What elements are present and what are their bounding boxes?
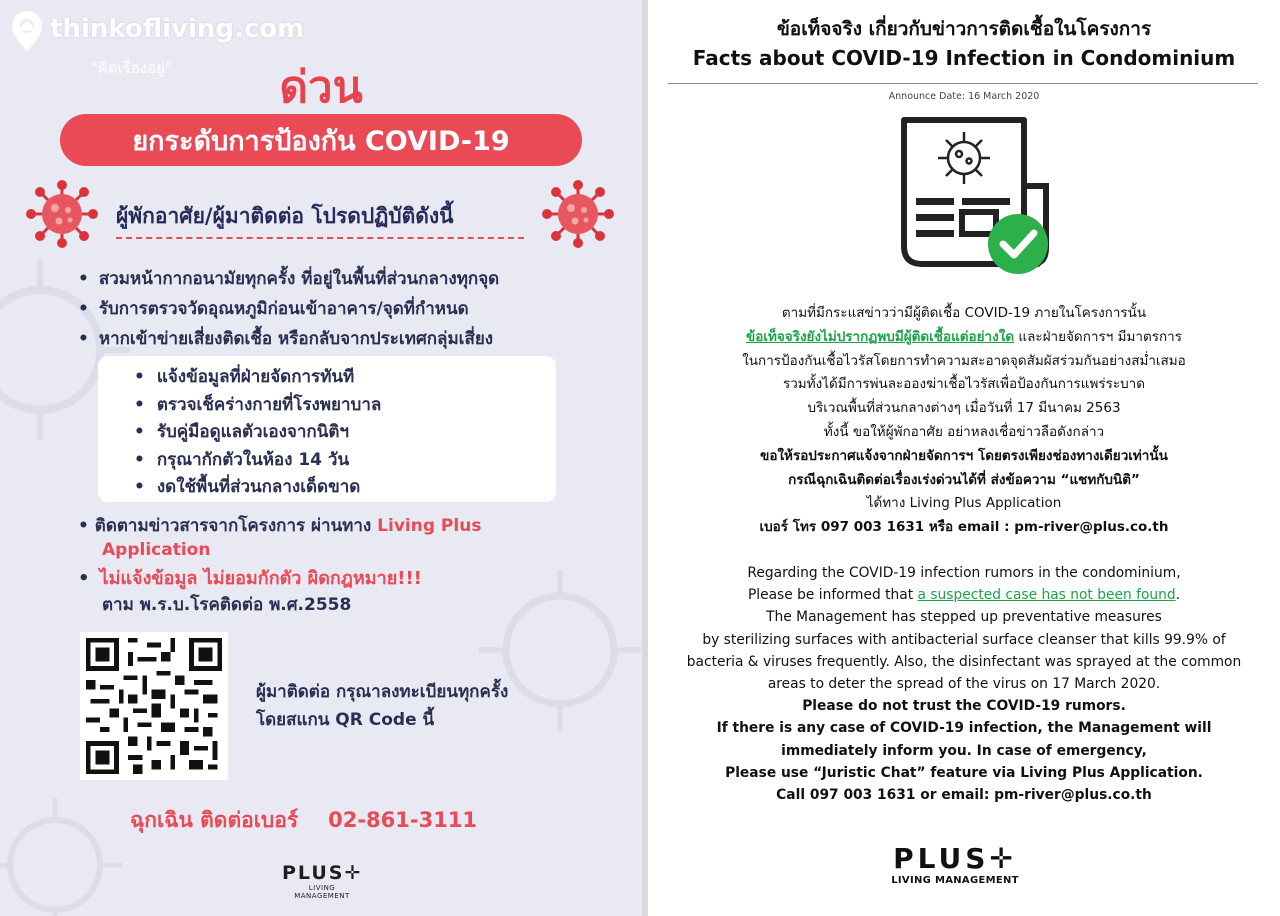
- follow-news-item: • ติดตามข่าวสารจากโครงการ ผ่านทาง Living Plus Application: [78, 514, 558, 562]
- newspaper-icon: [900, 116, 1052, 280]
- thai-statement: [648, 302, 1280, 540]
- urgent-title: ด่วน: [279, 62, 363, 113]
- english-line: areas to deter the spread of the virus on 17 March 2020.: [767, 676, 1161, 693]
- follow-prefix: ติดตามข่าวสารจากโครงการ ผ่านทาง: [94, 516, 372, 536]
- list-item: • รับการตรวจวัดอุณหภูมิก่อนเข้าอาคาร/จุดที่กำหนด: [78, 294, 598, 324]
- virus-icon: [542, 180, 614, 248]
- emergency-contact: [130, 804, 477, 837]
- notice-title-thai: ข้อเท็จจริง เกี่ยวกับข่าวการติดเชื้อในโครงการ: [776, 18, 1152, 40]
- law-reference: ตาม พ.ร.บ.โรคติดต่อ พ.ศ.2558: [102, 595, 352, 615]
- location-pin-icon: [10, 10, 44, 52]
- instruction-list: [78, 264, 598, 354]
- qr-line-1: ผู้มาติดต่อ กรุณาลงทะเบียนทุกครั้ง: [256, 682, 509, 702]
- warning-text: • ไม่แจ้งข้อมูล ไม่ยอมกักตัว ผิดกฎหมาย!!!: [78, 566, 598, 592]
- brand-name: PLUS✛: [893, 842, 1017, 875]
- english-fact-highlight: a suspected case has not been found: [917, 587, 1176, 604]
- follow-app-name: Living Plus: [377, 516, 482, 536]
- qr-code-icon: [86, 638, 222, 774]
- english-line: [648, 584, 1280, 606]
- list-item: • สวมหน้ากากอนามัยทุกครั้ง ที่อยู่ในพื้นที่ส่วนกลางทุกจุด: [78, 264, 598, 294]
- qr-instructions: [256, 678, 508, 734]
- thai-line: ทั้งนี้ ขอให้ผู้พักอาศัย อย่าหลงเชื่อข่าวลือดังกล่าว: [823, 423, 1105, 440]
- brand-logo: [282, 862, 362, 900]
- dashed-divider: [116, 237, 524, 239]
- background-virus-icon: [0, 790, 130, 916]
- brand-logo: [880, 842, 1030, 886]
- thai-line: [648, 326, 1280, 350]
- list-item: • แจ้งข้อมูลที่ฝ่ายจัดการทันที: [134, 364, 556, 392]
- thai-fact-highlight: ข้อเท็จจริงยังไม่ปรากฏพบมีผู้ติดเชื้อแต่อย่างใด: [746, 328, 1015, 345]
- english-line: Please use “Juristic Chat” feature via Living Plus Application.: [725, 764, 1203, 781]
- notice-title-english: Facts about COVID-19 Infection in Condominium: [692, 46, 1236, 70]
- instructions-subhead: ผู้พักอาศัย/ผู้มาติดต่อ โปรดปฏิบัติดังนี้: [116, 204, 454, 228]
- english-line-post: .: [1175, 587, 1181, 604]
- thai-line: ตามที่มีกระแสข่าวว่ามีผู้ติดเชื้อ COVID-19 ภายในโครงการนั้น: [781, 305, 1147, 321]
- brand-sub: LIVING MANAGEMENT: [891, 875, 1019, 886]
- english-statement: [648, 562, 1280, 806]
- list-item: • รับคู่มือดูแลตัวเองจากนิติฯ: [134, 419, 556, 447]
- check-badge-icon: [988, 214, 1048, 274]
- thai-line: รวมทั้งได้มีการพ่นละอองฆ่าเชื้อไวรัสเพื่อป้องกันการแพร่ระบาด: [782, 376, 1146, 393]
- risk-actions-box: [98, 356, 556, 502]
- virus-icon: [26, 180, 98, 248]
- brand-sub: LIVING MANAGEMENT: [294, 884, 350, 900]
- registration-qr-code[interactable]: [80, 632, 228, 780]
- thai-line: บริเวณพื้นที่ส่วนกลางต่างๆ เมื่อวันที่ 17 มีนาคม 2563: [807, 400, 1121, 417]
- announce-date: Announce Date: 16 March 2020: [888, 91, 1040, 102]
- emergency-number[interactable]: 02-861-3111: [328, 808, 478, 832]
- english-line: bacteria & viruses frequently. Also, the disinfectant was sprayed at the common: [686, 653, 1242, 670]
- english-line: by sterilizing surfaces with antibacterial surface cleanser that kills 99.9% of: [702, 631, 1226, 648]
- english-line-pre: Please be informed that: [747, 587, 918, 604]
- list-item: • งดใช้พื้นที่ส่วนกลางเด็ดขาด: [134, 474, 556, 502]
- brand-name: PLUS✛: [282, 862, 363, 884]
- english-line: Please do not trust the COVID-19 rumors.: [802, 698, 1126, 715]
- english-contact-line: Call 097 003 1631 or email: pm-river@plus.co.th: [776, 787, 1152, 804]
- english-line: Regarding the COVID-19 infection rumors in the condominium,: [747, 565, 1181, 581]
- list-item: • หากเข้าข่ายเสี่ยงติดเชื้อ หรือกลับจากประเทศกลุ่มเสี่ยง: [78, 324, 598, 354]
- list-item: • ตรวจเช็คร่างกายที่โรงพยาบาล: [134, 392, 556, 420]
- thai-line: ในการป้องกันเชื้อไวรัสโดยการทำความสะอาดจุดสัมผัสร่วมกันอย่างสม่ำเสมอ: [742, 352, 1186, 369]
- title-rule: [668, 83, 1258, 84]
- english-line: immediately inform you. In case of emergency,: [781, 742, 1147, 759]
- watermark-tagline: “คิดเรื่องอยู่”: [90, 59, 173, 77]
- english-line: The Management has stepped up preventative measures: [766, 609, 1162, 626]
- thai-line-rest: และฝ่ายจัดการฯ มีมาตรการ: [1014, 328, 1182, 345]
- right-notice: [648, 0, 1280, 916]
- emergency-label: ฉุกเฉิน ติดต่อเบอร์: [130, 808, 299, 832]
- thai-line: ขอให้รอประกาศแจ้งจากฝ่ายจัดการฯ โดยตรงเพียงช่องทางเดียวเท่านั้น: [760, 447, 1168, 464]
- english-line: If there is any case of COVID-19 infection, the Management will: [716, 720, 1212, 737]
- follow-app-suffix: Application: [102, 540, 211, 560]
- headline-banner: ยกระดับการป้องกัน COVID-19: [60, 114, 582, 166]
- thai-contact-line: เบอร์ โทร 097 003 1631 หรือ email : pm-river@plus.co.th: [759, 519, 1169, 536]
- thai-line: ได้ทาง Living Plus Application: [866, 495, 1062, 512]
- legal-warning: [78, 566, 598, 618]
- list-item: • กรุณากักตัวในห้อง 14 วัน: [134, 447, 556, 475]
- qr-line-2: โดยสแกน QR Code นี้: [256, 710, 435, 730]
- thai-line: กรณีฉุกเฉินติดต่อเรื่องเร่งด่วนได้ที่ ส่งข้อความ “แชทกับนิติ”: [788, 471, 1140, 488]
- watermark-site: thinkofliving.com: [50, 14, 305, 44]
